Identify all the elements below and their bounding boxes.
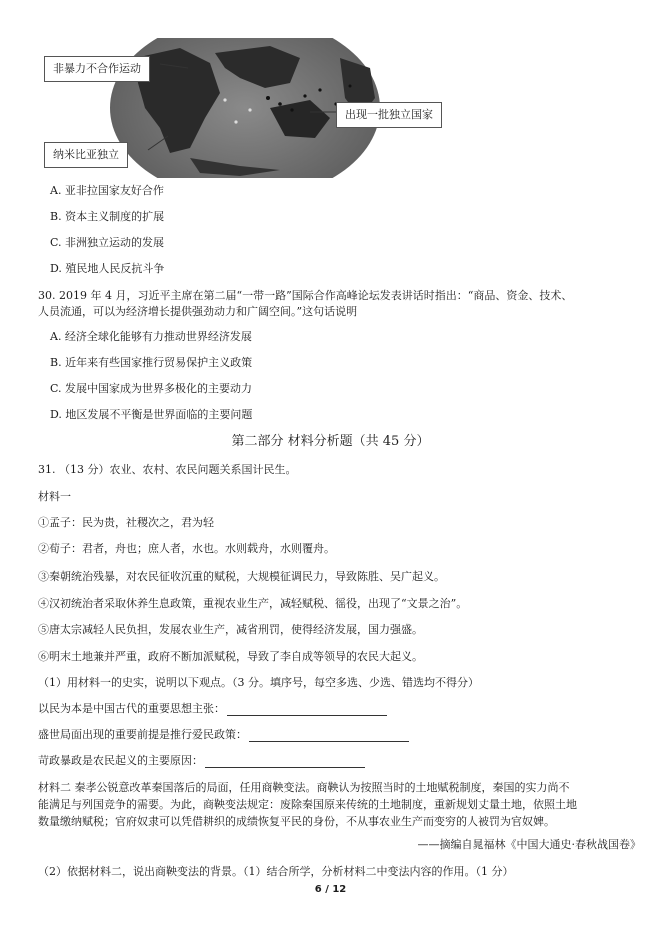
q29-option-b: B. 资本主义制度的扩展 [50, 210, 165, 223]
q29-option-a: A. 亚非拉国家友好合作 [50, 184, 164, 197]
material-two-line1: 材料二 秦孝公锐意改革秦国落后的局面，任用商鞅变法。商鞅认为按照当时的土地赋税制度，秦国的实力尚不 [38, 781, 570, 794]
q30-stem-line1: 30. 2019 年 4 月，习近平主席在第二届“一带一路”国际合作高峰论坛发表讲话时指出：“商品、资金、技术、 [38, 289, 573, 302]
callout-non-violence-movement: 非暴力不合作运动 [44, 56, 150, 82]
callout-namibia-independence: 纳米比亚独立 [44, 142, 128, 168]
material-item: ⑥明末土地兼并严重，政府不断加派赋税，导致了李自成等领导的农民大起义。 [38, 650, 423, 663]
section-title: 第二部分 材料分析题（共 45 分） [231, 434, 430, 449]
fill-row-3 [38, 754, 365, 768]
q30-stem-line2: 人员流通，可以为经济增长提供强劲动力和广阔空间。”这句话说明 [38, 305, 358, 318]
q29-option-d: D. 殖民地人民反抗斗争 [50, 262, 165, 275]
material-one-label: 材料一 [38, 490, 71, 503]
fill-row-2 [38, 728, 409, 742]
q31-stem: 31. （13 分）农业、农村、农民问题关系国计民生。 [38, 463, 297, 476]
answer-blank[interactable] [205, 756, 365, 768]
q30-option-c: C. 发展中国家成为世界多极化的主要动力 [50, 382, 253, 395]
fill-label: 盛世局面出现的重要前提是推行爱民政策： [38, 728, 247, 741]
source-citation: ——摘编自晁福林《中国大通史·春秋战国卷》 [417, 838, 641, 851]
sub-question-2: （2）依据材料二，说出商鞅变法的背景。（1）结合所学，分析材料二中变法内容的作用。（1 分） [38, 865, 514, 878]
q30-option-a: A. 经济全球化能够有力推动世界经济发展 [50, 330, 252, 343]
sub-question-1: （1）用材料一的史实，说明以下观点。（3 分。填序号，每空多选、少选、错选均不得分） [38, 676, 479, 689]
material-item: ③秦朝统治残暴，对农民征收沉重的赋税，大规模征调民力，导致陈胜、吴广起义。 [38, 570, 445, 583]
q30-option-d: D. 地区发展不平衡是世界面临的主要问题 [50, 408, 253, 421]
material-item: ②荀子：君者，舟也；庶人者，水也。水则载舟，水则覆舟。 [38, 542, 335, 555]
page-number: 6 / 12 [314, 884, 347, 895]
callout-new-independent-nations: 出现一批独立国家 [336, 102, 442, 128]
answer-blank[interactable] [227, 704, 387, 716]
material-item: ④汉初统治者采取休养生息政策，重视农业生产，减轻赋税、徭役，出现了“文景之治”。 [38, 597, 468, 610]
q30-option-b: B. 近年来有些国家推行贸易保护主义政策 [50, 356, 253, 369]
fill-label: 苛政暴政是农民起义的主要原因： [38, 754, 203, 767]
material-item: ①孟子：民为贵，社稷次之，君为轻 [38, 516, 214, 529]
world-map-figure [40, 38, 435, 178]
material-two-line3: 数量缴纳赋税；官府奴隶可以凭借耕织的成绩恢复平民的身份，不从事农业生产而变穷的人被罚为官奴婢。 [38, 815, 555, 828]
q29-option-c: C. 非洲独立运动的发展 [50, 236, 165, 249]
fill-row-1 [38, 702, 387, 716]
material-two-line2: 能满足与列国竞争的需要。为此，商鞅变法规定：废除秦国原来传统的土地制度，重新规划丈量土地，依照土地 [38, 798, 577, 811]
fill-label: 以民为本是中国古代的重要思想主张： [38, 702, 225, 715]
answer-blank[interactable] [249, 730, 409, 742]
material-item: ⑤唐太宗减轻人民负担，发展农业生产，减省刑罚，使得经济发展，国力强盛。 [38, 623, 423, 636]
